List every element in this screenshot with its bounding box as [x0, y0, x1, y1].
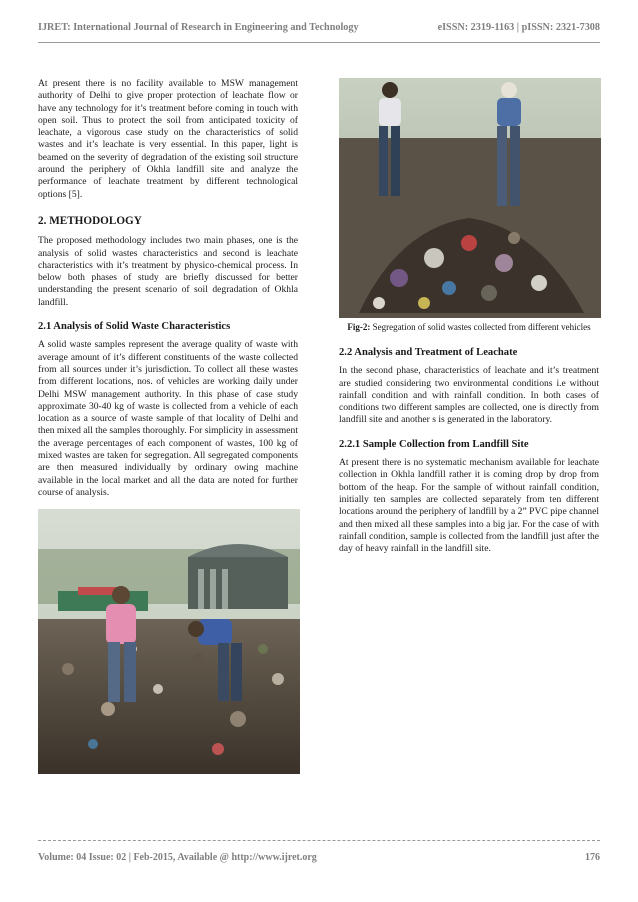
collection-paragraph: At present there is no systematic mechanism available for leachate collection in Okhla landfill rather it is coming drop by drop from bottom of the heap. For the sample of without rainfall condition, initially ten samples are collected separately from ten different locations around the periphery of landfill by a 2” PVC pipe channel and then mixed all these samples into a big jar. For the case of with rainfall condition, sample is collected from the landfill just after the day of heavy rainfall in the landfill site.	[339, 457, 599, 555]
figure-caption	[339, 322, 599, 333]
right-column	[339, 78, 599, 555]
figure-label: Fig-2:	[347, 322, 371, 332]
methodology-paragraph: The proposed methodology includes two main phases, one is the analysis of solid wastes characteristics and second is leachate characteristics with it’s treatment by physico-chemical process. In below both phases of study are briefly discussed for better understanding the present scenario of soil degradation of Okhla landfill.	[38, 235, 298, 308]
segregation-photo-1	[38, 509, 300, 774]
figure-caption-text: Segregation of solid wastes collected from different vehicles	[372, 322, 591, 332]
issn: eISSN: 2319-1163 | pISSN: 2321-7308	[437, 22, 600, 33]
intro-paragraph: At present there is no facility available to MSW management authority of Delhi to give proper protection of leachate flow or have any technology for it’s treatment before coming in touch with open soil. Thus to protect the soil from anticipated toxicity of leachate, a vigorous case study on the characteristics of solid wastes and it’s leachate is very essential. In this paper, light is beamed on the severity of degradation of the existing soil structure around the periphery of Okhla landfill site and analyze the performance of leachate treatment by different technological options [5].	[38, 78, 298, 200]
analysis-paragraph: A solid waste samples represent the average quality of waste with average amount of it’s different constituents of the waste collected from all sources under it’s jurisdiction. To collect all these wastes from different locations, nos. of vehicles are working daily under Delhi MSW management authority. In this phase of case study approximate 30-40 kg of waste is collected from a vehicle of each location as a source of waste sample of that locality of Delhi and then mixed all the samples thoroughly. For simplicity in assessment the average percentages of each component of wastes, 100 kg of mixed wastes are taken for segregation. All segregated components are then measured individually by ordinary owing machine available in the local market and all the data are noted for further course of analysis.	[38, 339, 298, 498]
journal-title: IJRET: International Journal of Research in Engineering and Technology	[38, 22, 359, 33]
running-header	[38, 18, 600, 40]
segregation-photo-2	[339, 78, 601, 318]
leachate-paragraph: In the second phase, characteristics of leachate and it’s treatment are studied considering two environmental conditions i.e without rainfall condition and with rainfall condition. In both cases of conditions two different samples are collected, one is directly from landfill site and another s is generated in the laboratory.	[339, 365, 599, 426]
left-column	[38, 78, 298, 774]
volume-info: Volume: 04 Issue: 02 | Feb-2015, Available @ http://www.ijret.org	[38, 852, 317, 863]
leachate-heading: 2.2 Analysis and Treatment of Leachate	[339, 347, 518, 358]
header-divider	[38, 42, 600, 43]
running-footer	[38, 852, 600, 863]
methodology-heading: 2. METHODOLOGY	[38, 214, 142, 227]
segregation-photo-2-image	[339, 78, 601, 318]
analysis-heading: 2.1 Analysis of Solid Waste Characteristics	[38, 321, 231, 333]
footer-divider	[38, 840, 600, 841]
page-number: 176	[585, 852, 600, 863]
collection-heading: 2.2.1 Sample Collection from Landfill Site	[339, 438, 529, 450]
segregation-photo-1-image	[38, 509, 300, 774]
